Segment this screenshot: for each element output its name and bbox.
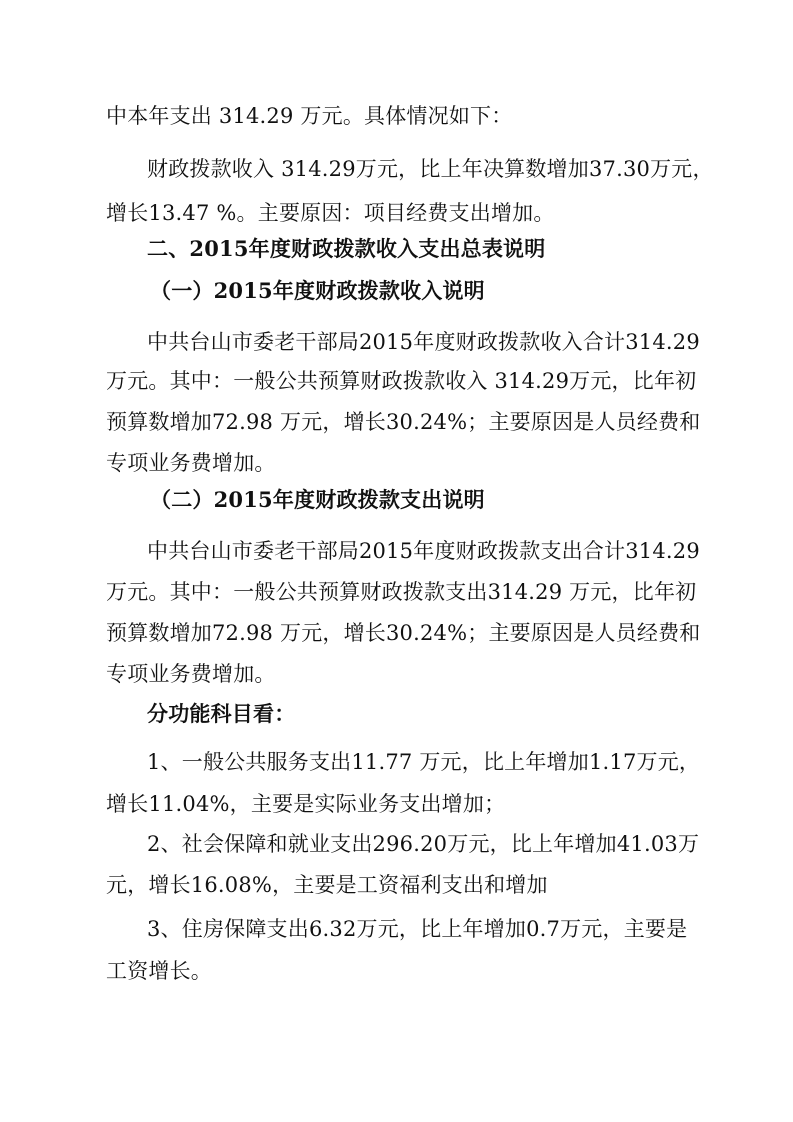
functional-category-heading: 分功能科目看：: [147, 701, 296, 726]
body-text-line: 中共台山市委老干部局2015年度财政拨款收入合计314.29: [147, 330, 700, 354]
body-text-line: 预算数增加72.98 万元，增长30.24%；主要原因是人员经费和: [106, 621, 701, 645]
body-text-line: 专项业务费增加。: [106, 451, 276, 475]
body-text-line: 专项业务费增加。: [106, 662, 276, 686]
list-item: 3、住房保障支出6.32万元，比上年增加0.7万元，主要是: [147, 917, 688, 941]
body-text-line: 中共台山市委老干部局2015年度财政拨款支出合计314.29: [147, 539, 700, 563]
subsection-heading: （一）2015年度财政拨款收入说明: [150, 278, 485, 303]
list-item: 2、社会保障和就业支出296.20万元，比上年增加41.03万: [147, 832, 700, 856]
list-item: 1、一般公共服务支出11.77 万元，比上年增加1.17万元，: [147, 750, 701, 774]
subsection-heading: （二）2015年度财政拨款支出说明: [150, 487, 485, 512]
body-text-line: 财政拨款收入 314.29万元，比上年决算数增加37.30万元，: [147, 157, 714, 181]
body-text-line: 预算数增加72.98 万元，增长30.24%；主要原因是人员经费和: [106, 410, 701, 434]
body-text-line: 万元。其中：一般公共预算财政拨款支出314.29 万元，比年初: [106, 580, 697, 604]
section-heading: 二、2015年度财政拨款收入支出总表说明: [147, 236, 546, 261]
body-text-line: 增长11.04%，主要是实际业务支出增加；: [106, 792, 506, 816]
body-text-line: 元，增长16.08%，主要是工资福利支出和增加: [106, 873, 548, 897]
body-text-line: 工资增长。: [106, 959, 212, 983]
body-text-line: 万元。其中：一般公共预算财政拨款收入 314.29万元，比年初: [106, 369, 697, 393]
body-text-line: 增长13.47 %。主要原因：项目经费支出增加。: [106, 201, 555, 225]
body-text-line: 中本年支出 314.29 万元。具体情况如下：: [106, 104, 513, 128]
